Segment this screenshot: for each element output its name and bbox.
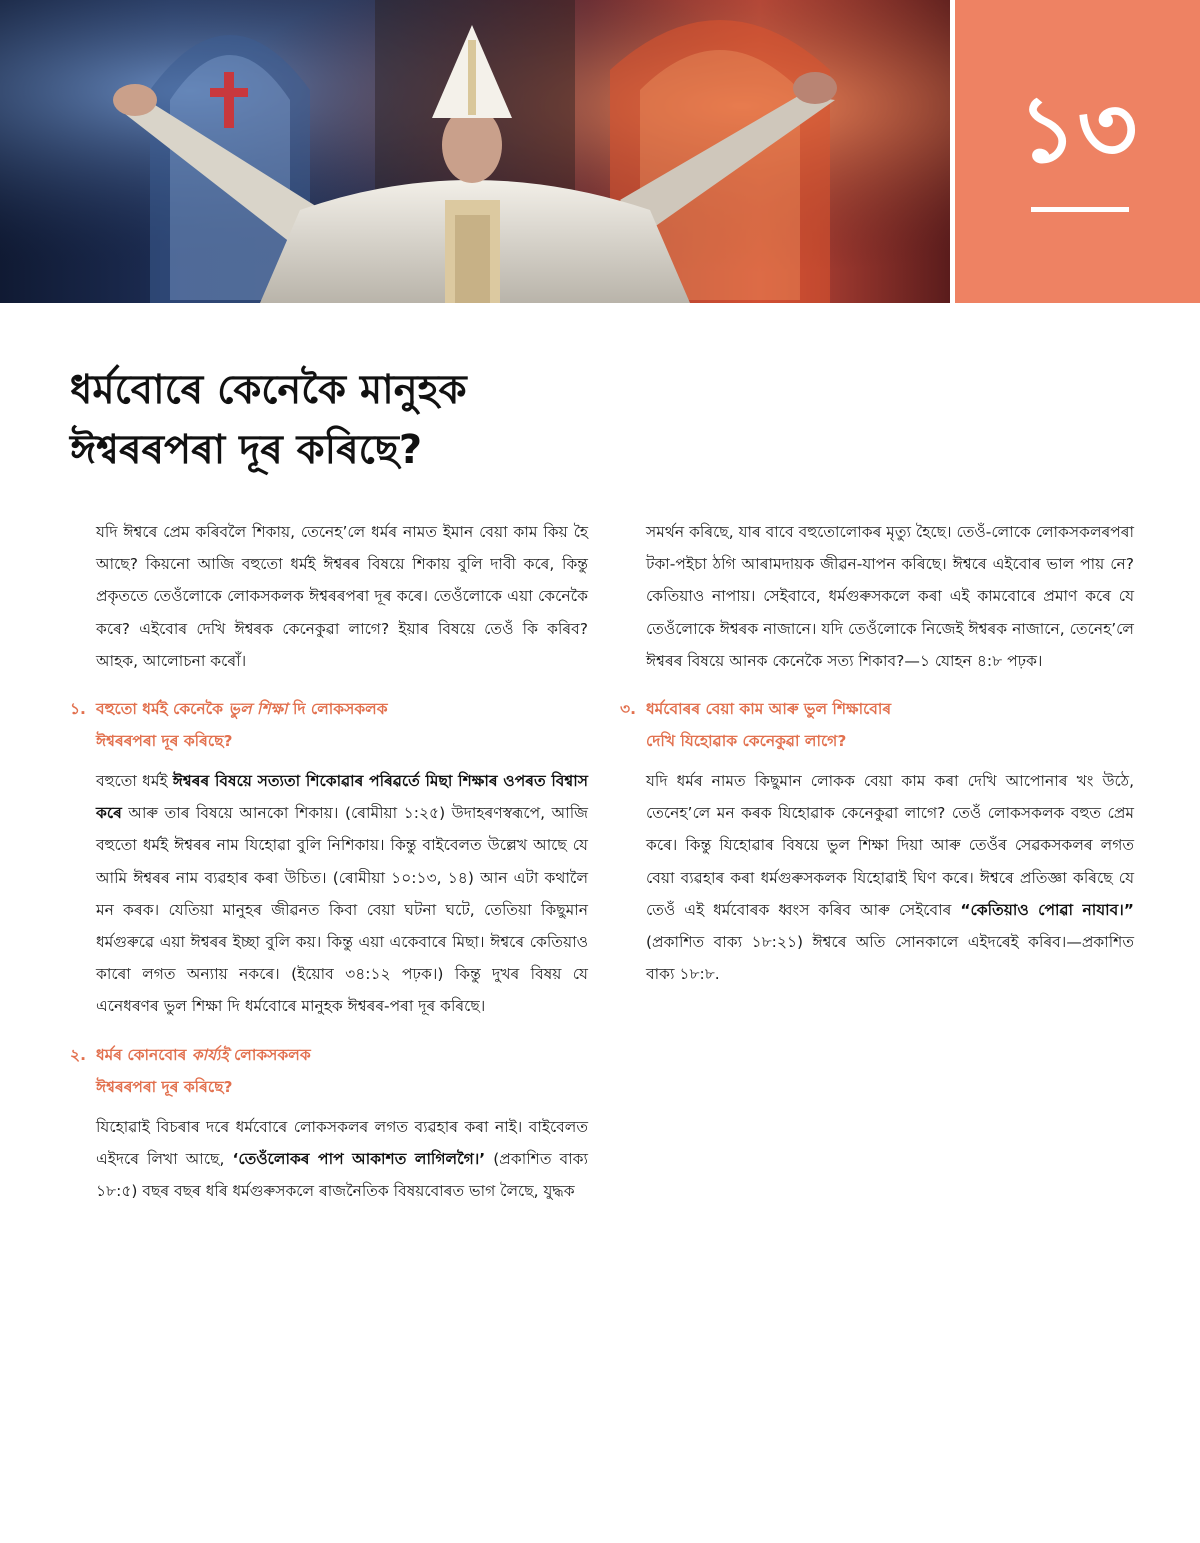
q3-body-end: (প্ৰকাশিত বাক্য ১৮:২১) ঈশ্বৰে অতি সোনকালে এইদৰেই কৰিব।—প্ৰকাশিত বাক্য ১৮:৮. <box>646 933 1134 984</box>
q1-body-start: বহুতো ধৰ্মই <box>96 772 173 791</box>
question-2-text-b: লোকসকলক <box>228 1045 311 1064</box>
q2-body-bold: ‘তেওঁলোকৰ পাপ আকাশত লাগিলগৈ।’ <box>232 1149 486 1168</box>
q1-body-end: আৰু তাৰ বিষয়ে আনকো শিকায়। (ৰোমীয়া ১:২৫) উদাহৰণস্বৰূপে, আজি বহুতো ধৰ্মই ঈশ্বৰৰ নাম যিহোৱা বুলি নিশিকায়। কিন্তু বাইবেলত উল্লেখ আছে যে আমি ঈশ্বৰৰ নাম ব্যৱহাৰ কৰা উচিত। (ৰোমীয়া ১০:১৩, ১৪) আন এটা কথালৈ মন কৰক। যেতিয়া মানুহৰ জীৱনত কিবা বেয়া ঘটনা ঘটে, তেতিয়া কিছুমান ধৰ্মগুৰুৱে এয়া ঈশ্বৰৰ ইচ্ছা বুলি কয়। কিন্তু এয়া একেবাৰে মিছা। ঈশ্বৰে কেতিয়াও কাৰো লগত অন্যায় নকৰে। (ইয়োব ৩৪:১২ পঢ়ক।) কিন্তু দুখৰ বিষয় যে এনেধৰণৰ ভুল শিক্ষা দি ধৰ্মবোৰে মানুহক ঈশ্বৰৰ-পৰা দূৰ কৰিছে। <box>96 804 588 1016</box>
right-column <box>620 516 1134 990</box>
q3-body-start: যদি ধৰ্মৰ নামত কিছুমান লোকক বেয়া কাম কৰা দেখি আপোনাৰ খং উঠে, তেনেহ’লে মন কৰক যিহোৱাক কেনেকুৱা লাগে? তেওঁ লোকসকলক বহুত প্ৰেম কৰে। কিন্তু যিহোৱাৰ বিষয়ে ভুল শিক্ষা দিয়া আৰু তেওঁৰ সেৱকসকলৰ লগত বেয়া ব্যৱহাৰ কৰা ধৰ্মগুৰুসকলক যিহোৱাই ঘিণ কৰে। ঈশ্বৰে প্ৰতিজ্ঞা কৰিছে যে তেওঁ এই ধৰ্মবোৰক ধ্বংস কৰিব আৰু সেইবোৰ <box>646 772 1134 919</box>
title-line-1: ধৰ্মবোৰে কেনেকৈ মানুহক <box>70 367 467 413</box>
question-3-line-1: ধৰ্মবোৰৰ বেয়া কাম আৰু ভুল শিক্ষাবোৰ <box>646 700 892 719</box>
question-1-line-2: ঈশ্বৰৰপৰা দূৰ কৰিছে? <box>96 732 233 751</box>
question-2-line-2: ঈশ্বৰৰপৰা দূৰ কৰিছে? <box>96 1077 233 1096</box>
intro-paragraph: যদি ঈশ্বৰে প্ৰেম কৰিবলৈ শিকায়, তেনেহ’লে ধৰ্মৰ নামত ইমান বেয়া কাম কিয় হৈ আছে? কিয়নো আজি বহুতো ধৰ্মই ঈশ্বৰৰ বিষয়ে শিকায় বুলি দাবী কৰে, কিন্তু প্ৰকৃততে তেওঁলোকে লোকসকলক ঈশ্বৰৰপৰা দূৰ কৰে। তেওঁলোকে এয়া কেনেকৈ কৰে? এইবোৰ দেখি ঈশ্বৰক কেনেকুৱা লাগে? ইয়াৰ বিষয়ে তেওঁ কি কৰিব? আহক, আলোচনা কৰোঁ। <box>96 523 588 670</box>
title-line-2: ঈশ্বৰৰপৰা দূৰ কৰিছে? <box>70 427 423 473</box>
question-1-number: ১. <box>70 700 86 719</box>
q2-body-start: যিহোৱাই বিচৰাৰ দৰে ধৰ্মবোৰে লোকসকলৰ লগত ব্যৱহাৰ কৰা নাই। বাইবেলত এইদৰে লিখা আছে, <box>96 1117 588 1168</box>
question-2-heading <box>70 1039 588 1103</box>
chapter-number: ১৩ <box>1017 76 1138 183</box>
q1-body-bold: ঈশ্বৰৰ বিষয়ে সত্যতা শিকোৱাৰ পৰিৱৰ্তে মিছা শিক্ষাৰ ওপৰত বিশ্বাস কৰে <box>96 772 588 823</box>
header-photo <box>0 0 950 303</box>
question-1-text-b: দি লোকসকলক <box>287 700 388 719</box>
question-1-heading <box>70 693 588 757</box>
question-1-text-a: বহুতো ধৰ্মই কেনেকৈ <box>96 700 229 719</box>
question-2-text-a: ধৰ্মৰ কোনবোৰ <box>96 1045 192 1064</box>
page-title <box>70 360 690 480</box>
question-3-heading <box>620 693 1134 757</box>
chapter-underline <box>1031 207 1129 212</box>
question-3-line-2: দেখি যিহোৱাক কেনেকুৱা লাগে? <box>646 732 847 751</box>
q2-body-end: (প্ৰকাশিত বাক্য ১৮:৫) বছৰ বছৰ ধৰি ধৰ্মগুৰুসকলে ৰাজনৈতিক বিষয়বোৰত ভাগ লৈছে, যুদ্ধক <box>96 1149 588 1201</box>
religious-leader-illustration <box>0 0 950 303</box>
question-3-answer <box>646 765 1134 990</box>
question-2-number: ২. <box>70 1045 86 1064</box>
question-1-answer <box>96 765 588 1023</box>
question-2-emphasis: কাৰ্য্যই <box>191 1045 229 1064</box>
left-column <box>70 516 588 1207</box>
question-3-number: ৩. <box>620 700 636 719</box>
question-1-emphasis: ভুল শিক্ষা <box>228 700 288 719</box>
chapter-badge <box>955 0 1200 303</box>
question-2-answer-continued: সমৰ্থন কৰিছে, যাৰ বাবে বহুতোলোকৰ মৃত্যু হৈছে। তেওঁ-লোকে লোকসকলৰপৰা টকা-পইচা ঠগি আৰামদায়ক জীৱন-যাপন কৰিছে। ঈশ্বৰে এইবোৰ ভাল পায় নে? কেতিয়াও নাপায়। সেইবাবে, ধৰ্মগুৰুসকলে কৰা এই কামবোৰে প্ৰমাণ কৰে যে তেওঁলোকে ঈশ্বৰক নাজানে। যদি তেওঁলোকে নিজেই ঈশ্বৰক নাজানে, তেনেহ’লে ঈশ্বৰৰ বিষয়ে আনক কেনেকৈ সত্য শিকাব?—১ যোহন ৪:৮ পঢ়ক। <box>646 523 1134 670</box>
question-2-answer <box>96 1111 588 1208</box>
q3-body-bold: “কেতিয়াও পোৱা নাযাব।” <box>960 900 1134 919</box>
